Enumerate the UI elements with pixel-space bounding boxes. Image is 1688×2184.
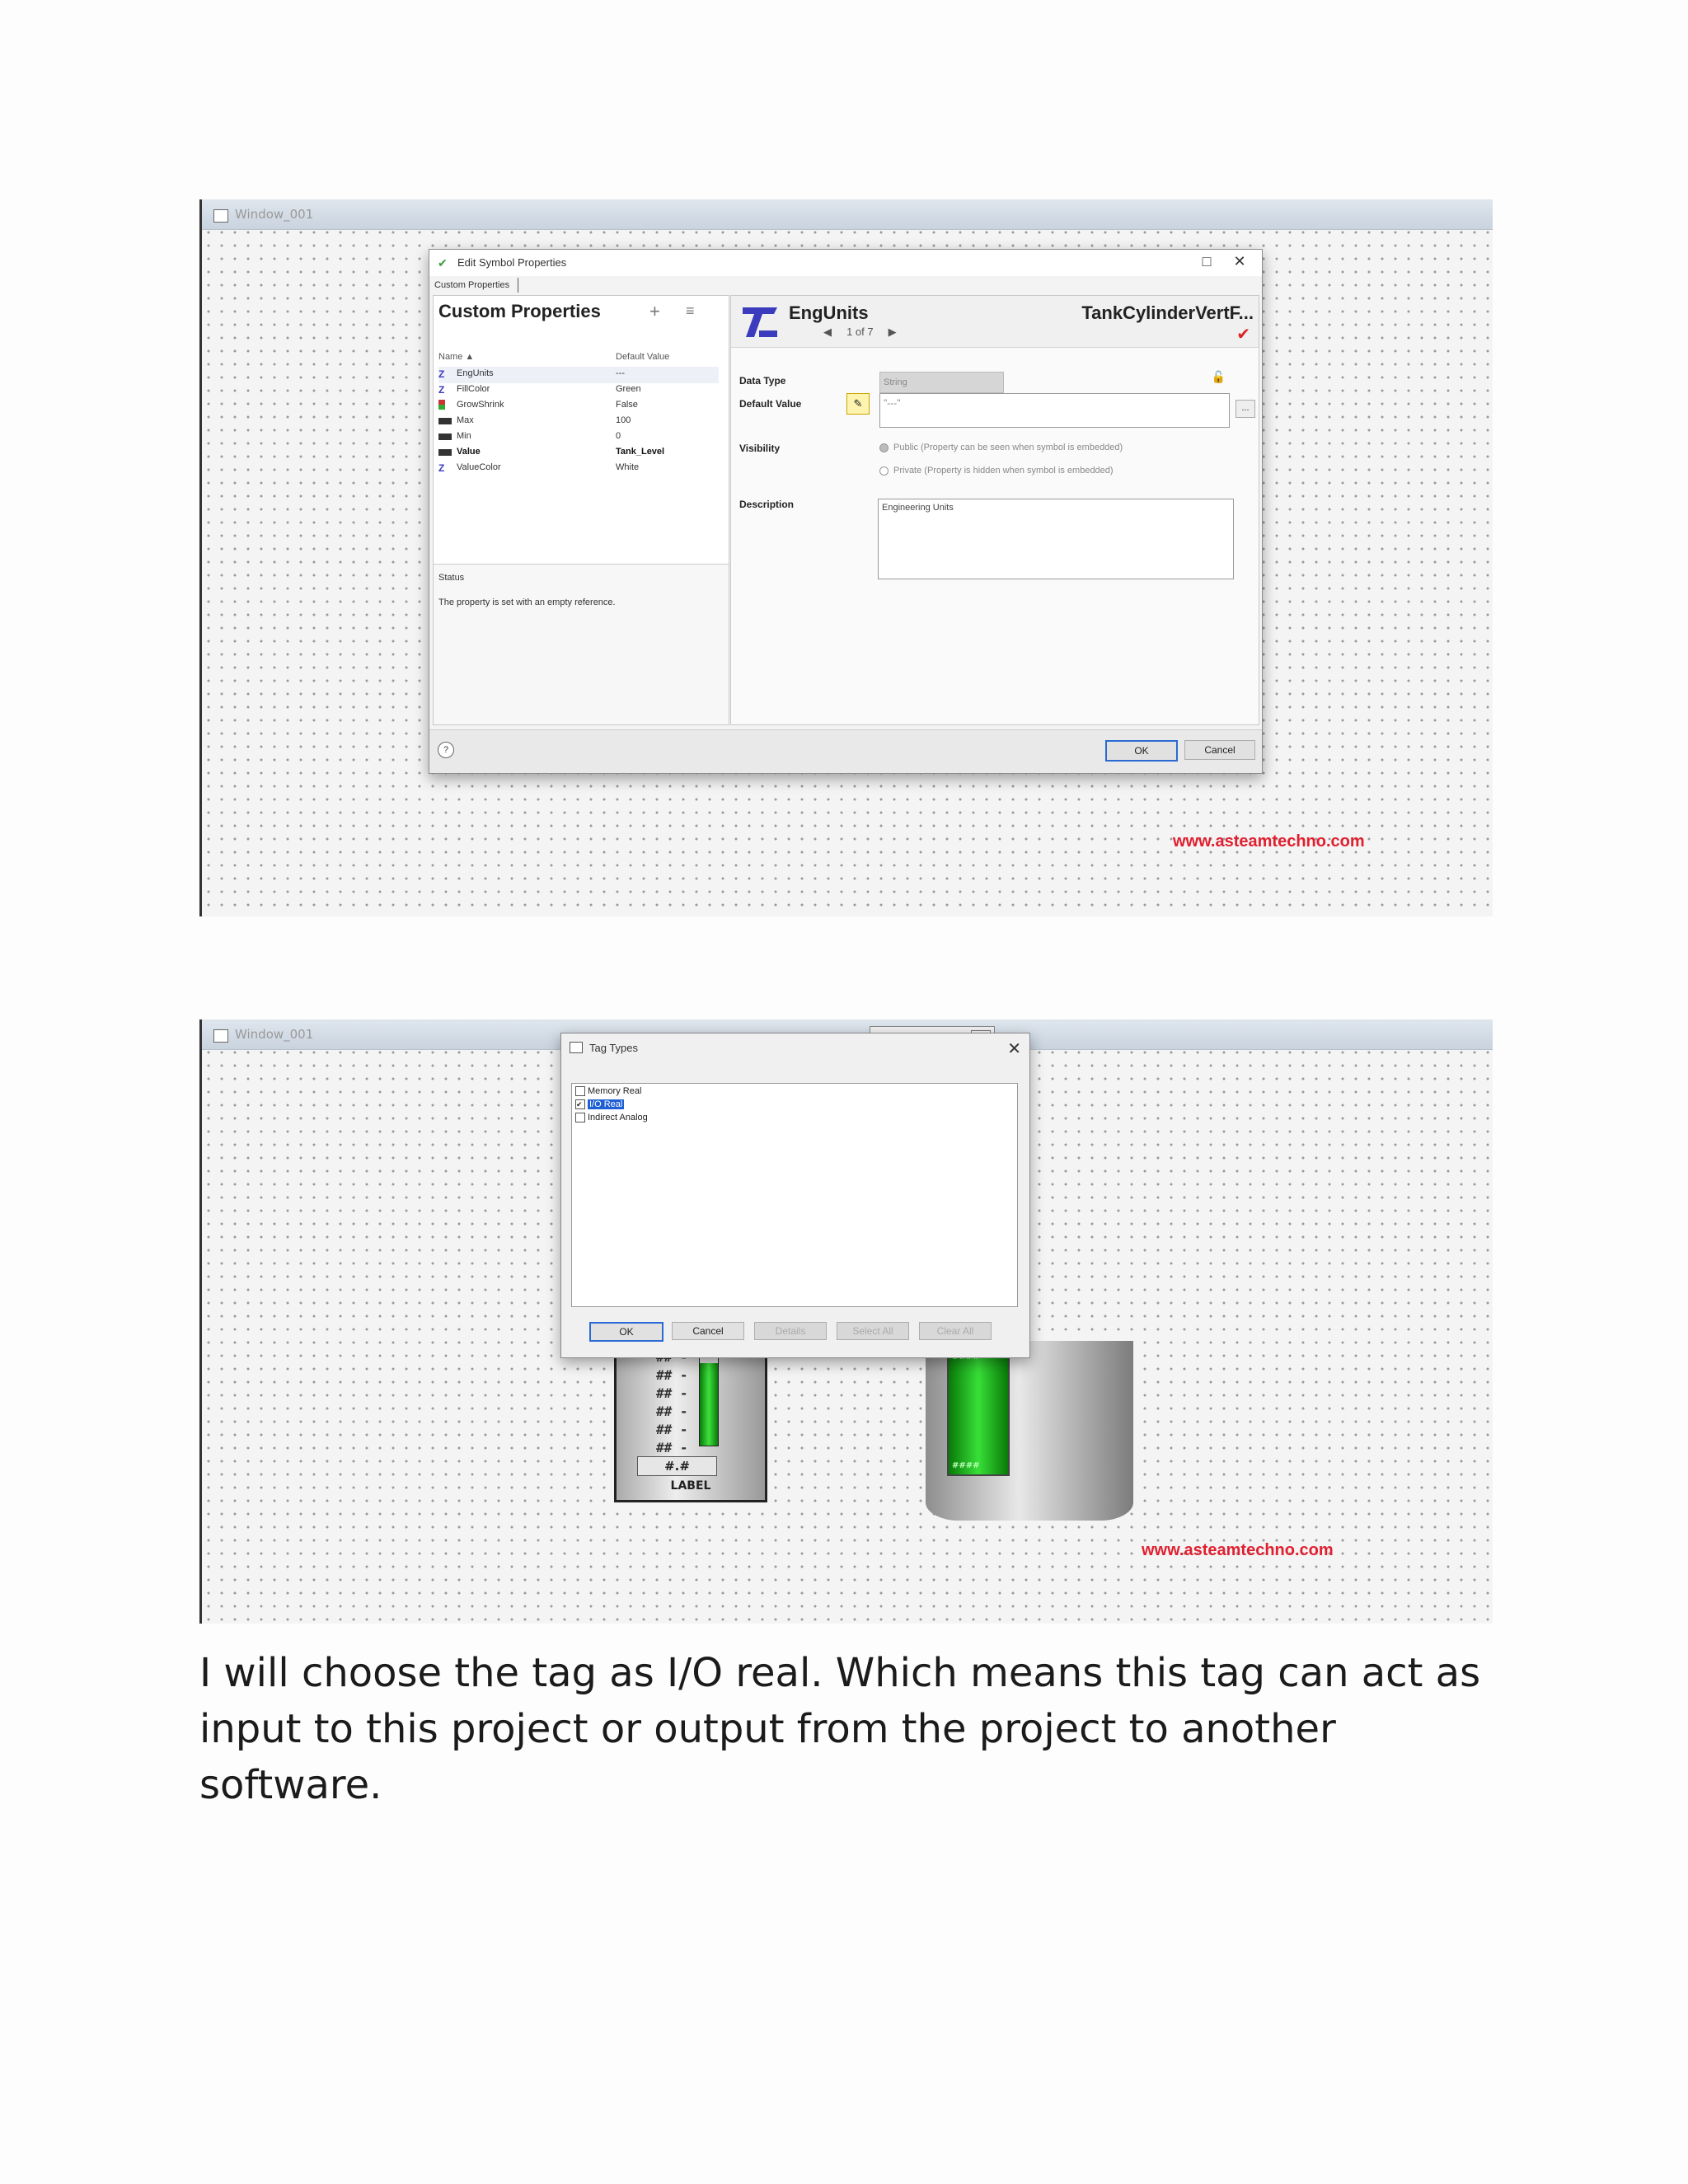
property-name: FillColor (457, 384, 490, 394)
dialog-footer (429, 729, 1262, 773)
checkbox[interactable]: ✔ (575, 1099, 585, 1109)
browse-button[interactable]: ... (1236, 400, 1255, 418)
property-default-value: --- (616, 368, 625, 378)
prev-arrow-icon[interactable]: ◀ (823, 326, 832, 338)
tag-type-item[interactable] (575, 1085, 641, 1098)
help-icon[interactable]: ? (438, 742, 454, 758)
description-label: Description (739, 499, 795, 510)
default-value-label: Default Value (739, 398, 802, 410)
next-arrow-icon[interactable]: ▶ (888, 326, 897, 338)
pencil-icon[interactable]: ✎ (846, 393, 870, 415)
visibility-private-radio[interactable] (879, 466, 1114, 476)
property-default-value: White (616, 462, 640, 472)
custom-properties-heading: Custom Properties (438, 301, 601, 321)
tag-type-item[interactable] (575, 1112, 648, 1124)
dialog-title: Edit Symbol Properties (457, 256, 567, 269)
close-icon[interactable]: ✕ (1233, 253, 1246, 269)
visibility-public-label: Public (Property can be seen when symbol is embedded) (893, 443, 1123, 452)
apply-check-icon[interactable]: ✔ (1236, 326, 1250, 344)
property-default-value: Tank_Level (616, 447, 665, 457)
watermark: www.asteamtechno.com (1142, 1541, 1334, 1559)
ok-button[interactable]: OK (1105, 740, 1178, 762)
ok-button[interactable]: OK (589, 1322, 663, 1342)
checkbox[interactable] (575, 1086, 585, 1096)
tab-custom-properties[interactable]: Custom Properties (433, 278, 518, 293)
string-type-icon: Z (438, 384, 445, 396)
status-heading: Status (438, 573, 465, 583)
window-icon (213, 1029, 228, 1043)
detail-symbol-name: TankCylinderVertF... (1081, 302, 1254, 323)
tag-types-dialog (560, 1033, 1030, 1358)
tag-type-label: Indirect Analog (588, 1113, 648, 1122)
property-default-value: 0 (616, 431, 621, 441)
property-row[interactable] (438, 445, 719, 462)
property-row[interactable] (438, 398, 719, 415)
meter-label: LABEL (670, 1479, 711, 1493)
close-icon[interactable]: ✕ (1007, 1040, 1021, 1058)
window-icon (213, 209, 228, 223)
clear-all-button[interactable]: Clear All (919, 1322, 992, 1340)
property-name: Max (457, 415, 474, 425)
dialog-icon (570, 1042, 583, 1053)
tank-level-fill (947, 1349, 1010, 1476)
property-name: Min (457, 431, 471, 441)
meter-level-bar (699, 1347, 719, 1446)
watermark: www.asteamtechno.com (1173, 832, 1365, 851)
slider-meter-symbol (614, 1345, 767, 1502)
default-value-input[interactable]: "---" (879, 393, 1230, 428)
lock-icon[interactable]: 🔓 (1211, 370, 1226, 383)
screenshot-tag-types (199, 1019, 1493, 1624)
tag-type-label: I/O Real (589, 1099, 623, 1109)
meter-tick-label: ## - (656, 1440, 688, 1455)
detail-property-name: EngUnits (789, 302, 869, 323)
status-message: The property is set with an empty reference. (438, 598, 616, 607)
status-panel (434, 564, 729, 724)
dialog-titlebar (429, 250, 1262, 276)
number-type-icon (438, 434, 452, 440)
tag-type-list (571, 1083, 1018, 1307)
checkbox[interactable] (575, 1113, 585, 1122)
property-default-value: False (616, 400, 638, 410)
window-titlebar (202, 199, 1493, 230)
property-navigator (823, 326, 897, 339)
dialog-title: Tag Types (589, 1042, 639, 1054)
tag-type-item[interactable] (575, 1099, 624, 1111)
add-property-icon[interactable]: + (649, 301, 660, 321)
window-title: Window_001 (235, 207, 314, 222)
maximize-icon[interactable]: □ (1202, 253, 1212, 269)
string-type-icon: Z (438, 462, 445, 474)
tank-tick-label: #### (952, 1461, 980, 1470)
meter-tick-label: ## - (656, 1367, 688, 1383)
cancel-button[interactable]: Cancel (1184, 740, 1255, 760)
sort-icon[interactable]: ≡ (686, 302, 695, 319)
meter-tick-label: ## - (656, 1422, 688, 1437)
property-name: ValueColor (457, 462, 501, 472)
tag-type-label: Memory Real (588, 1086, 642, 1096)
custom-properties-pane (433, 295, 729, 725)
meter-value-display: #.# (637, 1456, 717, 1476)
number-type-icon (438, 418, 452, 424)
detail-header (731, 296, 1259, 348)
screenshot-edit-symbol-properties (199, 199, 1493, 916)
data-type-field: String (879, 372, 1004, 393)
property-default-value: Green (616, 384, 641, 394)
property-name: EngUnits (457, 368, 494, 378)
meter-tick-label: ## - (656, 1385, 688, 1401)
tank-cylinder-symbol (926, 1341, 1133, 1521)
visibility-label: Visibility (739, 443, 781, 454)
property-row[interactable] (438, 414, 719, 430)
select-all-button[interactable]: Select All (837, 1322, 909, 1340)
visibility-public-radio[interactable] (879, 443, 1123, 452)
boolean-type-icon (438, 400, 445, 410)
data-type-label: Data Type (739, 375, 786, 387)
property-row[interactable] (438, 367, 719, 383)
property-name: GrowShrink (457, 400, 504, 410)
property-default-value: 100 (616, 415, 631, 425)
property-row[interactable] (438, 429, 719, 446)
body-paragraph: I will choose the tag as I/O real. Which means this tag can act as input to this project or output from the project to another software. (199, 1650, 1481, 1808)
cancel-button[interactable]: Cancel (672, 1322, 744, 1340)
string-type-icon (739, 304, 781, 340)
description-textarea[interactable]: Engineering Units (878, 499, 1234, 579)
column-default-header[interactable]: Default Value (616, 352, 670, 362)
symbol-edit-icon: ✔ (438, 256, 448, 269)
visibility-private-label: Private (Property is hidden when symbol is embedded) (893, 466, 1114, 476)
property-name: Value (457, 447, 481, 457)
string-type-icon: Z (438, 368, 445, 380)
property-row[interactable] (438, 382, 719, 399)
number-type-icon (438, 449, 452, 456)
column-name-header[interactable]: Name ▲ (438, 352, 475, 362)
details-button[interactable]: Details (754, 1322, 827, 1340)
meter-tick-label: ## - (656, 1404, 688, 1419)
window-title: Window_001 (235, 1027, 314, 1042)
nav-counter: 1 of 7 (846, 326, 874, 338)
property-row[interactable] (438, 461, 719, 477)
property-detail-pane (730, 295, 1259, 725)
edit-symbol-properties-dialog (429, 249, 1263, 774)
